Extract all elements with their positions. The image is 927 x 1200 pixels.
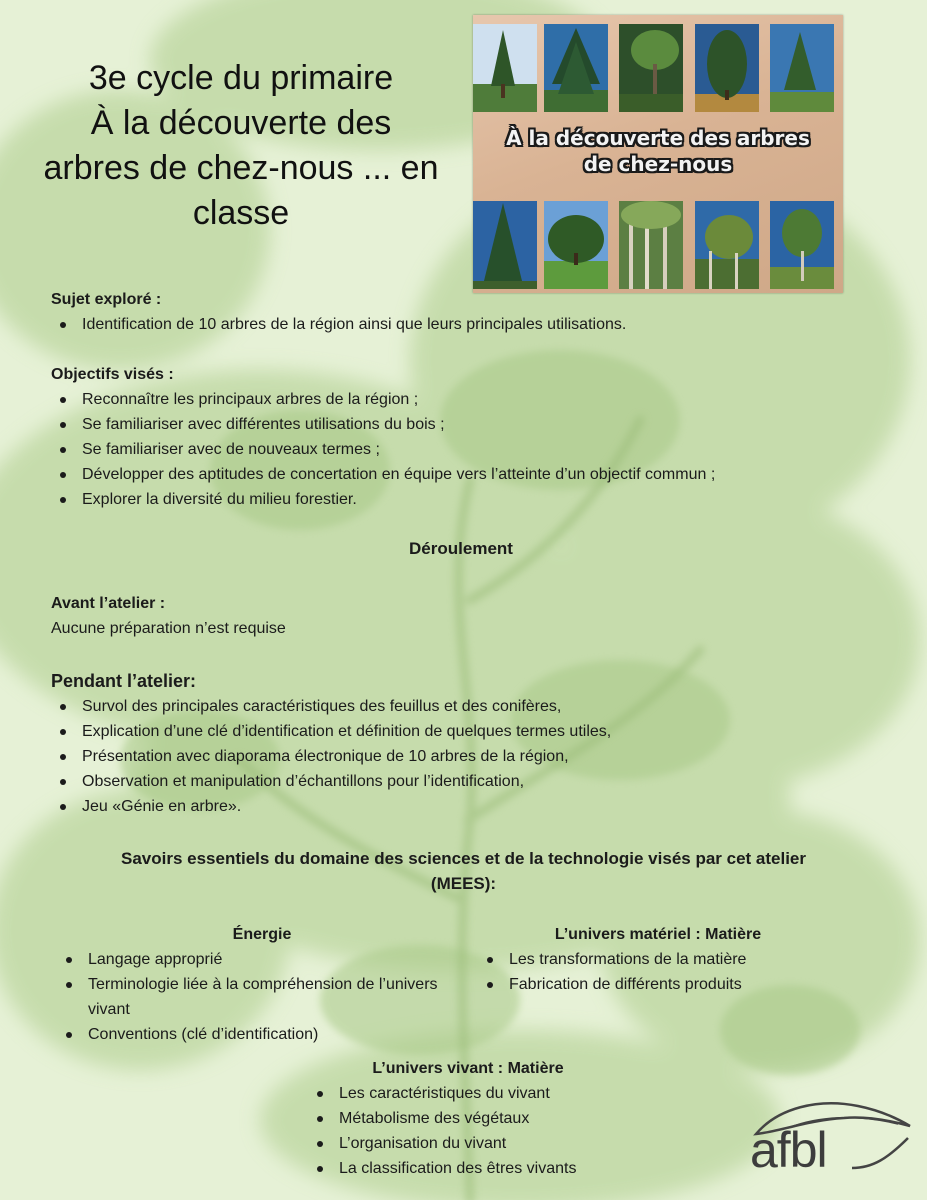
tree-photo-2 — [544, 24, 608, 112]
banner-caption-line-2: de chez-nous — [583, 152, 733, 176]
tree-photo-4 — [695, 24, 759, 112]
pendant-item: Survol des principales caractéristiques des feuillus et des conifères, — [51, 694, 911, 719]
sujet-label: Sujet exploré : — [51, 291, 162, 308]
title-line-3: arbres de chez-nous ... en — [43, 149, 439, 187]
objectifs-label: Objectifs visés : — [51, 366, 174, 383]
objectif-item: Développer des aptitudes de concertation en équipe vers l’atteinte d’un objectif commun ; — [51, 462, 911, 487]
tree-photo-10 — [770, 201, 834, 289]
avant-text: Aucune préparation n’est requise — [51, 620, 286, 637]
energie-item: Langage approprié — [57, 947, 467, 972]
objectif-item: Reconnaître les principaux arbres de la région ; — [51, 387, 911, 412]
logo-text: afbl — [750, 1122, 827, 1178]
tree-photo-8 — [619, 201, 683, 289]
materiel-item: Les transformations de la matière — [478, 947, 838, 972]
tree-photo-banner — [473, 15, 843, 293]
title-line-4: classe — [192, 194, 290, 232]
deroulement-heading: Déroulement — [409, 539, 513, 558]
pendant-item: Jeu «Génie en arbre». — [51, 794, 911, 819]
savoirs-heading — [10, 846, 917, 896]
pendant-item: Observation et manipulation d’échantillons pour l’identification, — [51, 769, 911, 794]
energie-heading: Énergie — [232, 926, 292, 943]
tree-photo-1 — [473, 24, 537, 112]
tree-photo-5 — [770, 24, 834, 112]
energie-item: Conventions (clé d’identification) — [57, 1022, 467, 1047]
pendant-label: Pendant l’atelier: — [51, 671, 197, 691]
savoirs-heading-line-1: Savoirs essentiels du domaine des sciences et de la technologie visés par cet atelier — [120, 849, 807, 868]
energie-item: Terminologie liée à la compréhension de l’univers vivant — [57, 972, 440, 1022]
materiel-item: Fabrication de différents produits — [478, 972, 838, 997]
objectif-item: Explorer la diversité du milieu forestier. — [51, 487, 911, 512]
vivant-heading: L’univers vivant : Matière — [372, 1060, 564, 1077]
page-title — [10, 56, 472, 236]
banner-caption — [473, 125, 843, 177]
vivant-item: Les caractéristiques du vivant — [308, 1081, 628, 1106]
materiel-section — [478, 922, 838, 997]
tree-photo-3 — [619, 24, 683, 112]
objectif-item: Se familiariser avec de nouveaux termes ; — [51, 437, 911, 462]
pendant-item: Présentation avec diaporama électronique de 10 arbres de la région, — [51, 744, 911, 769]
energie-section — [57, 922, 467, 1047]
banner-caption-line-1: À la découverte des arbres — [506, 126, 810, 150]
title-line-1: 3e cycle du primaire — [88, 59, 394, 97]
afbl-logo — [748, 1098, 913, 1190]
objectifs-section — [51, 362, 911, 512]
materiel-heading: L’univers matériel : Matière — [554, 926, 762, 943]
sujet-item: Identification de 10 arbres de la région ainsi que leurs principales utilisations. — [51, 312, 911, 337]
pendant-item: Explication d’une clé d’identification et définition de quelques termes utiles, — [51, 719, 911, 744]
objectif-item: Se familiariser avec différentes utilisations du bois ; — [51, 412, 911, 437]
title-line-2: À la découverte des — [90, 104, 392, 142]
tree-photo-9 — [695, 201, 759, 289]
vivant-section — [308, 1056, 628, 1181]
vivant-item: L’organisation du vivant — [308, 1131, 628, 1156]
tree-photo-6 — [473, 201, 537, 289]
avant-label: Avant l’atelier : — [51, 595, 166, 612]
vivant-item: La classification des êtres vivants — [308, 1156, 628, 1181]
pendant-section — [51, 669, 911, 819]
vivant-item: Métabolisme des végétaux — [308, 1106, 628, 1131]
tree-photo-7 — [544, 201, 608, 289]
avant-section — [51, 591, 911, 641]
savoirs-heading-line-2: (MEES): — [430, 874, 497, 893]
sujet-section — [51, 287, 911, 337]
